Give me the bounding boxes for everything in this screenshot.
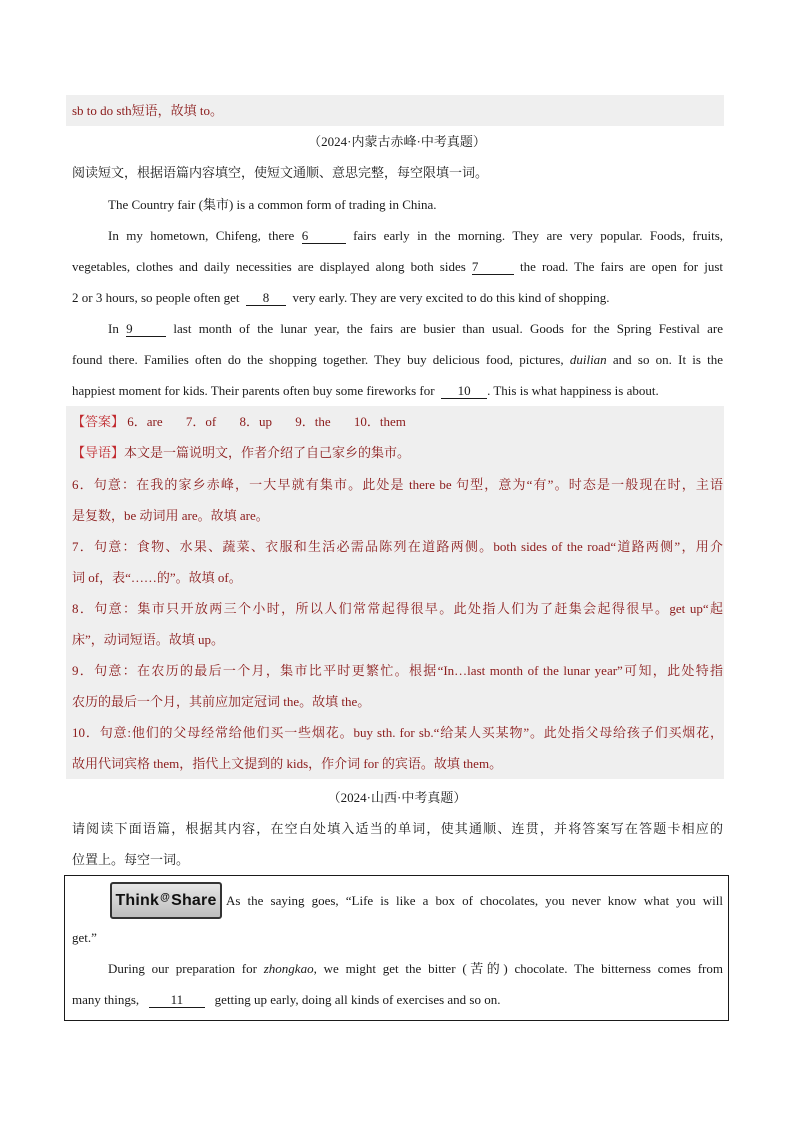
- section2-instruction-cont: 位置上。每空一词。: [72, 852, 190, 867]
- passage2-line: [108, 953, 723, 984]
- passage-text: getting up early, doing all kinds of exercises and so on.: [214, 992, 501, 1007]
- blank-10: 10: [441, 384, 487, 399]
- passage-italic: duilian: [569, 352, 607, 367]
- answer-item: 8．up: [239, 414, 272, 429]
- answer-item: 7．of: [185, 414, 217, 429]
- passage1-line: [72, 251, 723, 282]
- blank-7: 7: [472, 260, 514, 275]
- section1-source: （2024·内蒙古赤峰·中考真题）: [308, 134, 486, 149]
- think-share-logo: [110, 882, 222, 919]
- passage-text: very early. They are very excited to do this kind of shopping.: [292, 290, 610, 305]
- blank-6: 6: [302, 229, 346, 244]
- passage-text: In my hometown, Chifeng, there: [108, 228, 295, 243]
- answer-line: [72, 406, 426, 437]
- passage-text: and so on. It is the: [612, 352, 724, 367]
- passage-text: found there. Families often do the shopping together. They buy delicious food, pictures,: [72, 352, 564, 367]
- passage1-line: [72, 344, 723, 375]
- explanation-8-cont: 床”，动词短语。故填 up。: [72, 632, 225, 647]
- guide-label: 【导语】: [72, 445, 125, 460]
- passage2-line: [72, 984, 501, 1015]
- explanation-9-cont: 农历的最后一个月，其前应加定冠词 the。故填 the。: [72, 694, 371, 709]
- explanation-7: 7．句意：食物、水果、蔬菜、衣服和生活必需品陈列在道路两侧。both sides of the road“道路两侧”，用介: [72, 539, 723, 554]
- continuation-text: sb to do sth短语，故填 to。: [72, 103, 223, 118]
- passage1-para1: The Country fair (集市) is a common form of trading in China.: [108, 197, 437, 212]
- logo-think: Think: [115, 891, 160, 909]
- blank-11: 11: [149, 993, 205, 1008]
- passage1-line: [108, 313, 723, 344]
- explanation-10: 10．句意:他们的父母经常给他们买一些烟花。buy sth. for sb.“给某人买某物”。此处指父母给孩子们买烟花，: [72, 725, 723, 740]
- passage-text: last month of the lunar year, the fairs are busier than usual. Goods for the Spring Festival are: [173, 321, 724, 336]
- passage-text: In: [108, 321, 119, 336]
- passage-text: happiest moment for kids. Their parents often buy some fireworks for: [72, 383, 435, 398]
- passage2-line: get.”: [72, 930, 97, 945]
- passage-text: fairs early in the morning. They are very popular. Foods, fruits,: [353, 228, 724, 243]
- logo-share: Share: [171, 891, 217, 909]
- logo-at: @: [160, 892, 171, 903]
- blank-9: 9: [126, 322, 166, 337]
- passage1-line: [108, 220, 723, 251]
- passage-text: 2 or 3 hours, so people often get: [72, 290, 240, 305]
- section1-instruction: 阅读短文，根据语篇内容填空，使短文通顺、意思完整，每空限填一词。: [72, 165, 489, 180]
- passage1-line: [72, 282, 610, 313]
- section2-source: （2024·山西·中考真题）: [327, 790, 467, 805]
- explanation-7-cont: 词 of，表“……的”。故填 of。: [72, 570, 242, 585]
- guide-line: [72, 437, 410, 468]
- passage-text: vegetables, clothes and daily necessities are displayed along both sides: [72, 259, 466, 274]
- passage-text: many things,: [72, 992, 140, 1007]
- answer-label: 【答案】: [72, 414, 125, 429]
- passage2-line: As the saying goes, “Life is like a box of chocolates, you never know what you will: [226, 893, 723, 908]
- explanation-8: 8．句意：集市只开放两三个小时，所以人们常常起得很早。此处指人们为了赶集会起得很早。get up“起: [72, 601, 723, 616]
- answer-item: 6．are: [127, 414, 163, 429]
- passage-text: During our preparation for: [108, 961, 257, 976]
- passage-text: the road. The fairs are open for just: [519, 259, 724, 274]
- answer-item: 10．them: [353, 414, 406, 429]
- explanation-10-cont: 故用代词宾格 them，指代上文提到的 kids，作介词 for 的宾语。故填 them。: [72, 756, 503, 771]
- guide-text: 本文是一篇说明文，作者介绍了自己家乡的集市。: [124, 445, 411, 460]
- explanation-6-cont: 是复数，be 动词用 are。故填 are。: [72, 508, 269, 523]
- passage-text: . This is what happiness is about.: [487, 383, 659, 398]
- passage-text: , we might get the bitter (苦的) chocolate. The bitterness comes from: [313, 961, 724, 976]
- explanation-9: 9．句意：在农历的最后一个月，集市比平时更繁忙。根据“In…last month of the lunar year”可知，此处特指: [72, 663, 723, 678]
- answer-item: 9．the: [295, 414, 331, 429]
- blank-8: 8: [246, 291, 286, 306]
- explanation-6: 6．句意：在我的家乡赤峰，一大早就有集市。此处是 there be 句型，意为“有”。时态是一般现在时，主语: [72, 477, 723, 492]
- passage1-line: [72, 375, 659, 406]
- passage-italic: zhongkao: [263, 961, 314, 976]
- section2-instruction: 请阅读下面语篇，根据其内容，在空白处填入适当的单词，使其通顺、连贯，并将答案写在答题卡相应的: [72, 821, 723, 836]
